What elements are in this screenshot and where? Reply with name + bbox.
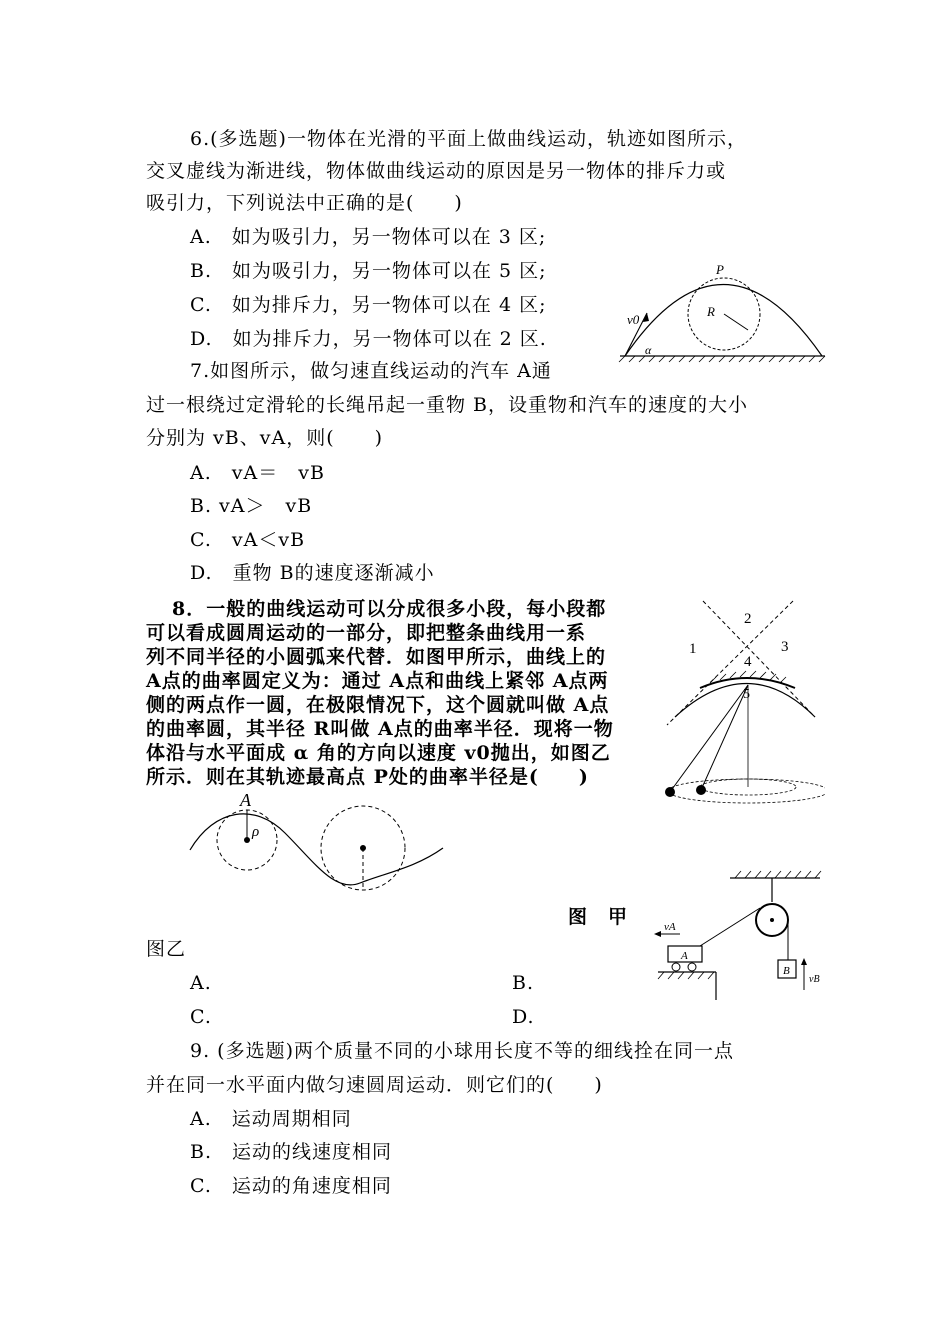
q9-option-c: C. 运动的角速度相同 bbox=[190, 1175, 392, 1197]
q6-line-1: 6.(多选题)一物体在光滑的平面上做曲线运动，轨迹如图所示， bbox=[190, 128, 747, 150]
label-va: vA bbox=[664, 921, 676, 933]
asymptote-line-2 bbox=[667, 601, 793, 725]
asymptote-line-1 bbox=[703, 601, 815, 717]
q7-option-d: D. 重物 B的速度逐渐减小 bbox=[190, 562, 435, 584]
q8-line-3: 列不同半径的小圆弧来代替．如图甲所示，曲线上的 bbox=[146, 646, 607, 668]
regions-diagram bbox=[655, 595, 825, 805]
q7-line-3: 分别为 vB、vA，则( ) bbox=[146, 427, 384, 449]
q8-option-c: C. bbox=[190, 1006, 212, 1028]
string-short bbox=[701, 685, 748, 790]
q8-option-d: D. bbox=[512, 1006, 535, 1028]
q6-option-d: D. 如为排斥力，另一物体可以在 2 区. bbox=[190, 328, 547, 350]
q9-line-1: 9. (多选题)两个质量不同的小球用长度不等的细线拴在同一点 bbox=[190, 1040, 734, 1062]
car-wheel-left bbox=[672, 963, 680, 971]
va-arrowhead bbox=[654, 931, 661, 937]
trajectory-curve bbox=[625, 285, 822, 357]
q8-line-4: A点的曲率圆定义为：通过 A点和曲线上紧邻 A点两 bbox=[146, 670, 609, 692]
q8-line-6: 的曲率圆，其半径 R叫做 A点的曲率半径．现将一物 bbox=[146, 718, 614, 740]
curvature-diagram bbox=[185, 788, 450, 898]
region-label-3: 3 bbox=[781, 639, 789, 655]
label-r: R bbox=[707, 304, 715, 319]
floor-hatch bbox=[658, 972, 714, 979]
q8-line-1: 8．一般的曲线运动可以分成很多小段，每小段都 bbox=[172, 598, 607, 620]
q7-line-2: 过一根绕过定滑轮的长绳吊起一重物 B，设重物和汽车的速度的大小 bbox=[146, 394, 749, 416]
q8-option-b: B. bbox=[512, 972, 535, 994]
q7-option-a: A. vA＝ vB bbox=[190, 462, 325, 484]
ball-2 bbox=[696, 785, 706, 795]
pulley-diagram bbox=[650, 868, 825, 1008]
ball-1 bbox=[665, 787, 675, 797]
label-weight-b: B bbox=[783, 965, 790, 977]
q9-option-a: A. 运动周期相同 bbox=[190, 1108, 352, 1130]
q7-line-1: 7.如图所示，做匀速直线运动的汽车 A通 bbox=[190, 360, 552, 382]
q8-option-a: A. bbox=[190, 972, 212, 994]
caption-fig-yi: 图乙 bbox=[146, 938, 187, 960]
car-wheel-right bbox=[688, 963, 696, 971]
label-alpha: α bbox=[645, 343, 652, 357]
label-p: P bbox=[716, 262, 724, 277]
ceiling-hatch bbox=[735, 871, 821, 878]
q6-option-a: A. 如为吸引力，另一物体可以在 3 区; bbox=[190, 226, 547, 248]
q8-line-2: 可以看成圆周运动的一部分，即把整条曲线用一系 bbox=[146, 622, 587, 644]
rope-to-car bbox=[700, 908, 760, 946]
label-vb: vB bbox=[809, 974, 820, 985]
string-long bbox=[670, 685, 748, 792]
q8-line-8: 所示．则在其轨迹最高点 P处的曲率半径是( ) bbox=[146, 766, 589, 788]
label-a: A bbox=[240, 790, 251, 810]
q9-option-b: B. 运动的线速度相同 bbox=[190, 1141, 393, 1163]
q6-line-2: 交叉虚线为渐进线，物体做曲线运动的原因是另一物体的排斥力或 bbox=[146, 160, 727, 182]
q6-option-c: C. 如为排斥力，另一物体可以在 4 区; bbox=[190, 294, 547, 316]
region-label-2: 2 bbox=[744, 611, 752, 627]
q8-line-5: 侧的两点作一圆，在极限情况下，这个圆就叫做 A点 bbox=[146, 694, 610, 716]
vb-arrowhead bbox=[801, 958, 807, 965]
q7-option-c: C. vA＜vB bbox=[190, 529, 306, 551]
region-label-1: 1 bbox=[689, 641, 697, 657]
label-car-a: A bbox=[681, 950, 688, 962]
pulley-axle bbox=[770, 918, 774, 922]
region-label-4: 4 bbox=[744, 654, 752, 670]
label-v0: v0 bbox=[627, 312, 640, 327]
projectile-diagram bbox=[615, 258, 830, 363]
q7-option-b: B. vA＞ vB bbox=[190, 495, 313, 517]
center-point-large bbox=[360, 845, 366, 851]
label-rho: ρ bbox=[252, 824, 260, 840]
q6-option-b: B. 如为吸引力，另一物体可以在 5 区; bbox=[190, 260, 547, 282]
radius-line bbox=[724, 314, 748, 330]
q9-line-2: 并在同一水平面内做匀速圆周运动．则它们的( ) bbox=[146, 1074, 603, 1096]
region-label-5: 5 bbox=[743, 687, 750, 702]
orbit-outer bbox=[668, 779, 825, 803]
q6-line-3: 吸引力，下列说法中正确的是( ) bbox=[146, 192, 463, 214]
caption-fig-jia: 图 甲 bbox=[568, 906, 629, 928]
q8-line-7: 体沿与水平面成 α 角的方向以速度 v0抛出，如图乙 bbox=[146, 742, 611, 764]
center-point-small bbox=[244, 837, 250, 843]
